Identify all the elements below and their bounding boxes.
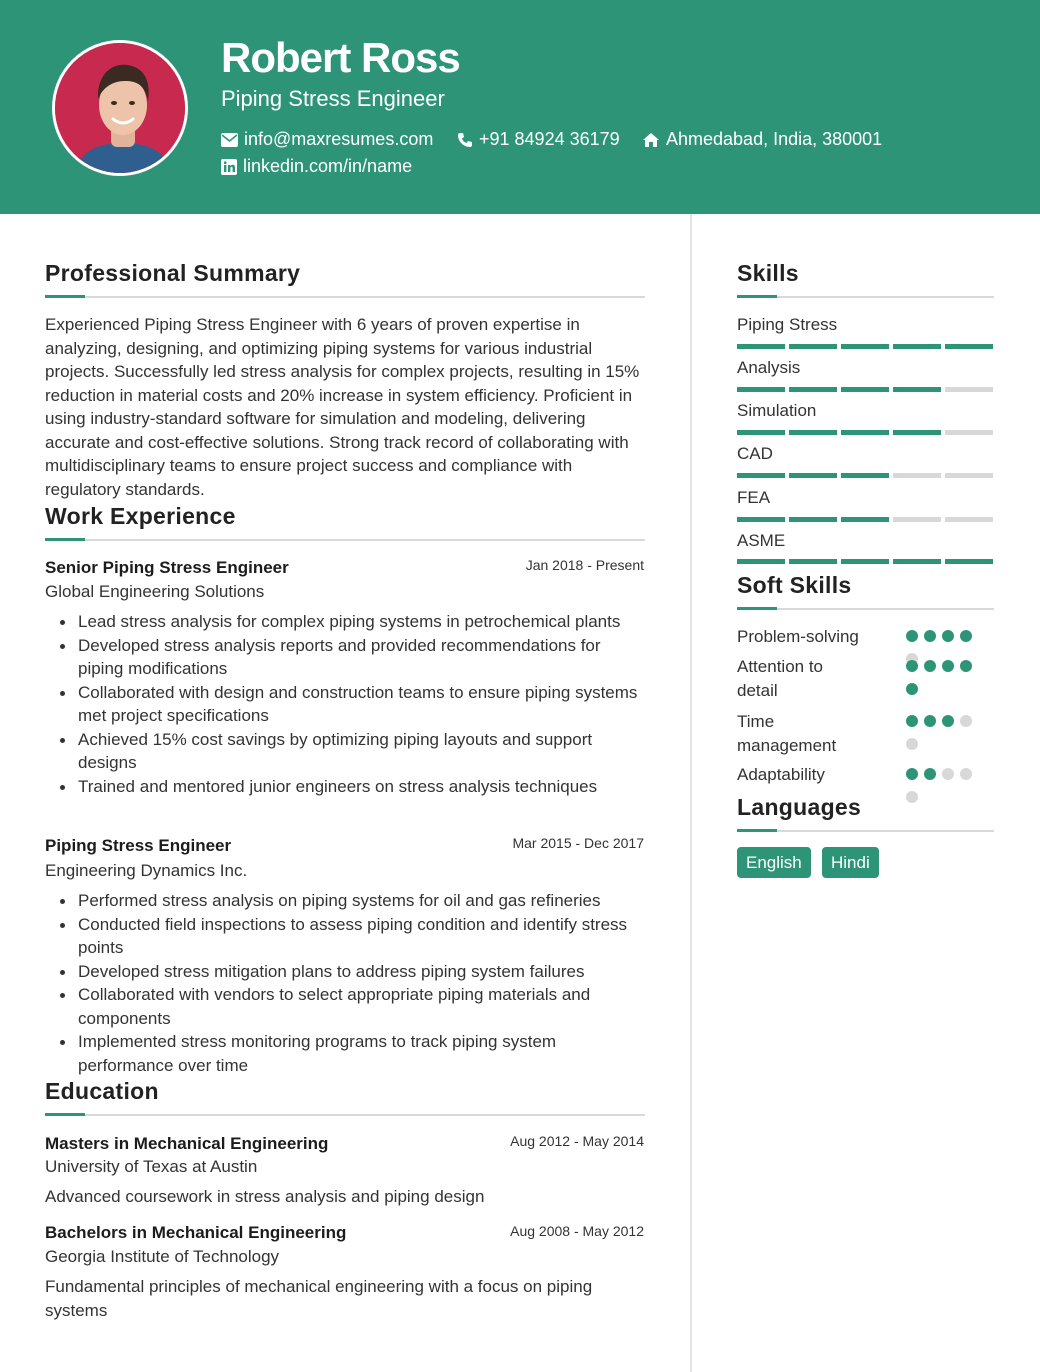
skill-meter-segment: [841, 387, 889, 392]
languages-heading: Languages: [737, 794, 862, 820]
skill-meter-segment: [737, 430, 785, 435]
rating-dot: [960, 768, 972, 780]
job-bullet-list: [45, 889, 645, 1077]
linkedin-text: linkedin.com/in/name: [243, 156, 413, 176]
degree-title: Bachelors in Mechanical Engineering: [45, 1223, 347, 1242]
section-underline: [45, 539, 645, 541]
section-underline: [45, 1114, 645, 1116]
skill-meter-segment: [789, 387, 837, 392]
degree-description: Fundamental principles of mechanical engineering with a focus on piping systems: [45, 1277, 593, 1320]
skill-meter-segment: [945, 559, 993, 564]
degree-dates: Aug 2012 - May 2014: [510, 1133, 644, 1149]
skill-meter-segment: [841, 430, 889, 435]
job-dates: Jan 2018 - Present: [525, 557, 644, 573]
rating-dot: [924, 768, 936, 780]
skill-name: ASME: [737, 531, 786, 550]
rating-dot: [906, 715, 918, 727]
skill-meter-segment: [893, 387, 941, 392]
language-tag: Hindi: [822, 847, 879, 878]
rating-dot: [906, 630, 918, 642]
rating-dot: [960, 715, 972, 727]
skill-meter-segment: [945, 344, 993, 349]
profile-photo: [52, 40, 188, 176]
job-company: Global Engineering Solutions: [45, 582, 265, 601]
skill-meter: [737, 344, 993, 349]
summary-heading: Professional Summary: [45, 260, 301, 286]
skills-section-header: [737, 260, 994, 298]
skill-meter-segment: [737, 517, 785, 522]
contact-email[interactable]: [221, 129, 433, 150]
section-underline: [737, 296, 994, 298]
skill-name: CAD: [737, 444, 773, 463]
degree-dates: Aug 2008 - May 2012: [510, 1223, 644, 1239]
language-tag: English: [737, 847, 811, 878]
languages-section-header: [737, 794, 994, 832]
rating-dot: [924, 715, 936, 727]
skills-heading: Skills: [737, 260, 799, 286]
contact-phone[interactable]: [457, 129, 620, 150]
skill-meter-segment: [789, 559, 837, 564]
soft-skill-name: Problem-solving: [737, 627, 859, 646]
skill-meter: [737, 430, 993, 435]
rating-dot: [942, 630, 954, 642]
soft-skills-heading: Soft Skills: [737, 572, 852, 598]
skill-meter-segment: [737, 344, 785, 349]
list-item: Collaborated with design and construction teams to ensure piping systems met project specifications: [45, 681, 645, 728]
skill-meter-segment: [893, 344, 941, 349]
skill-meter-segment: [893, 559, 941, 564]
rating-dot: [906, 768, 918, 780]
job-title: Senior Piping Stress Engineer: [45, 558, 289, 577]
skill-name: Simulation: [737, 401, 817, 420]
skill-meter-segment: [945, 473, 993, 478]
degree-description: Advanced coursework in stress analysis and piping design: [45, 1187, 485, 1206]
rating-dot: [942, 715, 954, 727]
address-text: Ahmedabad, India, 380001: [666, 129, 883, 149]
skill-meter-segment: [841, 473, 889, 478]
list-item: Performed stress analysis on piping systems for oil and gas refineries: [45, 889, 645, 913]
education-heading: Education: [45, 1078, 159, 1104]
skill-meter-segment: [945, 387, 993, 392]
home-icon: [642, 132, 660, 148]
skill-meter-segment: [789, 430, 837, 435]
experience-section-header: [45, 503, 645, 541]
candidate-name: Robert Ross: [221, 34, 460, 81]
soft-skill-name: Attention to detail: [737, 657, 824, 700]
rating-dot: [906, 738, 918, 750]
job-company: Engineering Dynamics Inc.: [45, 861, 248, 880]
email-text: info@maxresumes.com: [244, 129, 434, 149]
phone-icon: [457, 132, 473, 148]
envelope-icon: [221, 133, 238, 147]
person-portrait-icon: [55, 43, 188, 176]
candidate-title: Piping Stress Engineer: [221, 86, 445, 111]
list-item: Lead stress analysis for complex piping systems in petrochemical plants: [45, 610, 645, 634]
rating-dot: [942, 768, 954, 780]
section-underline: [737, 830, 994, 832]
skill-meter-segment: [789, 517, 837, 522]
rating-dot: [924, 660, 936, 672]
soft-skill-rating: [906, 660, 978, 695]
skill-meter: [737, 517, 993, 522]
skill-name: Piping Stress: [737, 315, 838, 334]
list-item: Developed stress analysis reports and provided recommendations for piping modifications: [45, 634, 645, 681]
degree-title: Masters in Mechanical Engineering: [45, 1134, 329, 1153]
soft-skill-rating: [906, 715, 978, 750]
skill-meter-segment: [841, 344, 889, 349]
skill-meter-segment: [841, 559, 889, 564]
summary-section-header: [45, 260, 645, 298]
resume-header: [0, 0, 1040, 214]
skill-meter-segment: [893, 473, 941, 478]
skill-meter-segment: [893, 430, 941, 435]
section-underline: [45, 296, 645, 298]
list-item: Trained and mentored junior engineers on stress analysis techniques: [45, 775, 645, 799]
skill-meter-segment: [841, 517, 889, 522]
skill-meter-segment: [789, 344, 837, 349]
skill-meter-segment: [945, 517, 993, 522]
soft-skill-name: Time management: [737, 712, 837, 755]
rating-dot: [960, 660, 972, 672]
experience-heading: Work Experience: [45, 503, 236, 529]
contact-linkedin[interactable]: [221, 156, 412, 177]
column-divider: [690, 214, 692, 1372]
skill-meter-segment: [945, 430, 993, 435]
rating-dot: [924, 630, 936, 642]
school-name: Georgia Institute of Technology: [45, 1247, 280, 1266]
skill-meter: [737, 559, 993, 564]
list-item: Achieved 15% cost savings by optimizing piping layouts and support designs: [45, 728, 645, 775]
job-title: Piping Stress Engineer: [45, 836, 232, 855]
job-dates: Mar 2015 - Dec 2017: [512, 835, 644, 851]
skill-meter-segment: [789, 473, 837, 478]
rating-dot: [942, 660, 954, 672]
phone-text: +91 84924 36179: [479, 129, 620, 149]
list-item: Collaborated with vendors to select appropriate piping materials and components: [45, 983, 645, 1030]
list-item: Developed stress mitigation plans to address piping system failures: [45, 960, 645, 984]
skill-meter: [737, 387, 993, 392]
soft-skill-name: Adaptability: [737, 765, 825, 784]
list-item: Conducted field inspections to assess piping condition and identify stress points: [45, 913, 645, 960]
summary-text: Experienced Piping Stress Engineer with 6 years of proven expertise in analyzing, designing, and optimizing piping systems for various industrial projects. Successfully led stress analysis for complex projects, resulting in 15% reduction in material costs and 20% increase in system efficiency. Proficient in using industry-standard software for simulation and modeling, delivering accurate and cost-effective solutions. Strong track record of collaborating with multidisciplinary teams to ensure project success and compliance with regulatory standards.: [45, 315, 640, 499]
section-underline: [737, 608, 994, 610]
job-bullet-list: [45, 610, 645, 798]
skill-name: FEA: [737, 488, 771, 507]
list-item: Implemented stress monitoring programs to track piping system performance over time: [45, 1030, 645, 1077]
skill-meter-segment: [737, 559, 785, 564]
rating-dot: [906, 660, 918, 672]
skill-meter: [737, 473, 993, 478]
skill-meter-segment: [893, 517, 941, 522]
school-name: University of Texas at Austin: [45, 1157, 258, 1176]
skill-meter-segment: [737, 387, 785, 392]
contact-address: [642, 129, 882, 150]
rating-dot: [906, 683, 918, 695]
education-section-header: [45, 1078, 645, 1116]
linkedin-icon: [221, 159, 237, 175]
soft-skills-section-header: [737, 572, 994, 610]
rating-dot: [960, 630, 972, 642]
skill-meter-segment: [737, 473, 785, 478]
skill-name: Analysis: [737, 358, 801, 377]
